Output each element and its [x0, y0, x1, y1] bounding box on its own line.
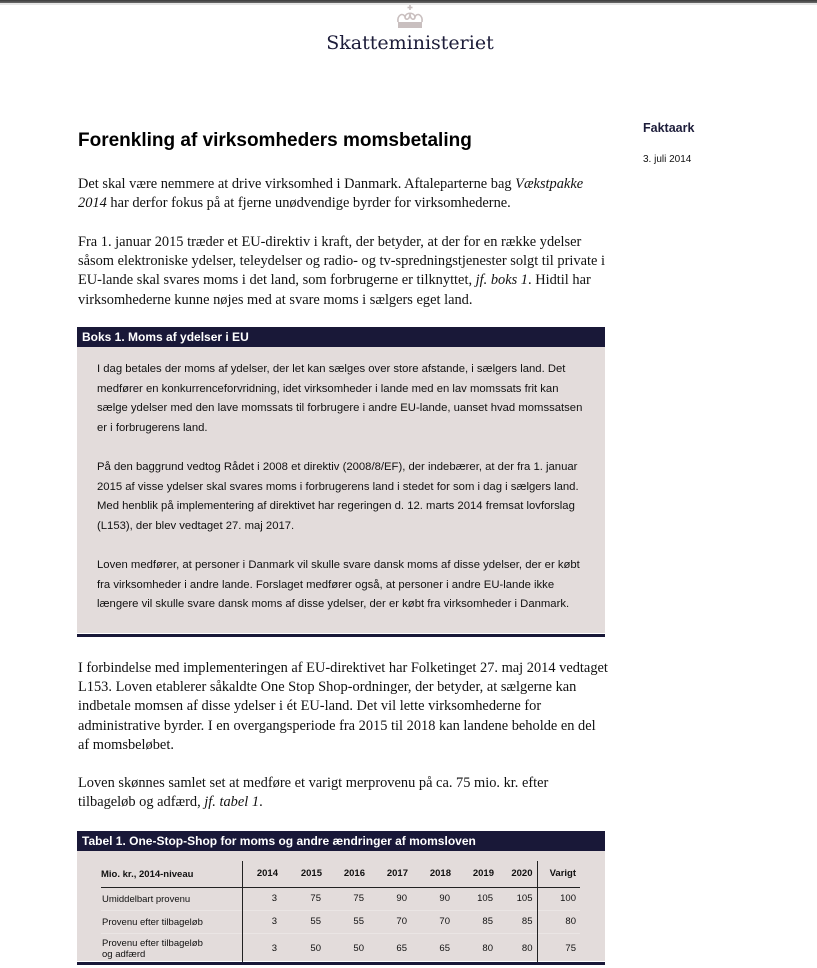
table-header-row — [101, 861, 580, 888]
directive-text-end: . Hidtil har virksomhederne kunne nøjes med at svare moms i sælgers eget land. — [78, 272, 591, 308]
row-label: Umiddelbart provenu — [101, 888, 242, 911]
table-cell: 70 — [365, 911, 408, 934]
document-date: 3. juli 2014 — [643, 154, 692, 165]
column-header: 2017 — [365, 861, 408, 888]
table-cell: 80 — [451, 934, 494, 965]
ministry-logo — [300, 4, 520, 54]
table-row — [101, 911, 580, 934]
table-cell: 3 — [242, 911, 278, 934]
row-label: Provenu efter tilbageløb og adfærd — [101, 934, 242, 965]
column-header: 2014 — [242, 861, 278, 888]
column-header: 2015 — [278, 861, 322, 888]
table-cell: 85 — [451, 911, 494, 934]
column-header: 2019 — [451, 861, 494, 888]
column-header-unit — [101, 861, 242, 888]
table-reference: jf. tabel 1 — [204, 794, 260, 811]
table-cell: 50 — [278, 934, 322, 965]
intro-text: Det skal være nemmere at drive virksomhed i Danmark. Aftaleparterne bag — [78, 176, 516, 192]
table-cell: 55 — [322, 911, 365, 934]
page-title: Forenkling af virksomheders momsbetaling — [78, 130, 472, 151]
implementation-paragraph: I forbindelse med implementeringen af EU-direktivet har Folketinget 27. maj 2014 vedtaget L153. Loven etablerer såkaldte One Stop Shop-ordninger, der betyder, at sælgerne kan indbetale momsen af disse ydelser i ét EU-land. Det vil lette virksomhederne for administrative byrder. I en overgangsperiode fra 2015 til 2018 kan landene beholde en del af momsbeløbet. — [78, 660, 608, 753]
table-cell: 100 — [560, 893, 576, 905]
table-cell: 80 — [537, 911, 580, 934]
revenue-paragraph — [78, 774, 608, 812]
table-cell: 75 — [353, 893, 364, 905]
table-cell: 105 — [494, 888, 537, 911]
table1-body — [77, 851, 605, 961]
box1-bottom-rule — [77, 634, 605, 637]
table-cell: 65 — [408, 934, 451, 965]
table-row — [101, 888, 580, 911]
table-cell: 50 — [322, 934, 365, 965]
table-cell: 85 — [494, 911, 537, 934]
table-cell: 90 — [396, 893, 407, 905]
column-header: 2018 — [408, 861, 451, 888]
table-cell: 65 — [365, 934, 408, 965]
crown-icon — [394, 4, 426, 30]
document-type: Faktaark — [643, 121, 695, 135]
table-cell: 75 — [310, 893, 321, 905]
table-cell: 70 — [408, 911, 451, 934]
revenue-table — [101, 861, 580, 964]
box1-paragraph: På den baggrund vedtog Rådet i 2008 et direktiv (2008/8/EF), der indebærer, at der fra 1. januar 2015 af visse ydelser skal svares moms i forbrugerens land i stedet for som i dag i sælgers land. Med henblik på implementering af direktivet har regeringen d. 12. marts 2014 fremsat lovforslag (L153), der blev vedtaget 27. maj 2017. — [97, 460, 579, 532]
box1-paragraph: Loven medfører, at personer i Danmark vil skulle svare dansk moms af disse ydelser, der er købt fra virksomheder i andre lande. Forslaget medfører også, at personer i andre EU-lande ikke længere vil skulle svare dansk moms af disse ydelser, der er købt fra virksomheder i Danmark. — [97, 558, 580, 611]
table-cell: 90 — [439, 893, 450, 905]
row-label: Provenu efter tilbageløb — [101, 911, 242, 934]
table-row — [101, 934, 580, 965]
table-cell: 55 — [278, 911, 322, 934]
table-cell: 80 — [494, 934, 537, 965]
table1-bottom-rule — [77, 962, 605, 965]
table-cell: 75 — [537, 934, 580, 965]
box1-paragraph: I dag betales der moms af ydelser, der let kan sælges over store afstande, i sælgers land. Det medfører en konkurrenceforvridning, idet virksomheder i lande med en lav momssats frit kan sælge ydelser med den lave momssats til forbrugere i andre EU-lande, uanset hvad momssatsen er i forbrugerens land. — [97, 363, 583, 434]
intro-paragraph — [78, 175, 608, 213]
logo-text: Skatteministeriet — [326, 32, 494, 54]
revenue-text: Loven skønnes samlet set at medføre et varigt merprovenu på ca. 75 mio. kr. efter tilbageløb og adfærd, — [78, 775, 549, 811]
box-reference: jf. boks 1 — [475, 272, 529, 289]
box1-body — [77, 347, 605, 633]
table-cell: 3 — [242, 934, 278, 965]
box1-heading: Boks 1. Moms af ydelser i EU — [77, 327, 605, 347]
directive-paragraph — [78, 233, 608, 310]
column-header: Varigt — [537, 861, 580, 888]
intro-text-end: har derfor fokus på at fjerne unødvendige byrder for virksomhederne. — [106, 195, 511, 212]
table-cell: 105 — [477, 893, 493, 905]
table1-heading: Tabel 1. One-Stop-Shop for moms og andre ændringer af momsloven — [77, 831, 605, 851]
revenue-text-end: . — [259, 794, 263, 811]
column-header-text: Mio. kr., 2014-niveau — [101, 868, 194, 880]
column-header: 2016 — [322, 861, 365, 888]
directive-text: Fra 1. januar 2015 træder et EU-direktiv i kraft, der betyder, at der for en række ydelser såsom elektroniske ydelser, teleydelser og radio- og tv-spredningstjenester solgt til private i EU-lande skal svares moms i det land, som forbrugerne er tilknyttet, — [78, 234, 605, 289]
intro-emphasis: Vækstpakke 2014 — [78, 176, 584, 212]
column-header: 2020 — [494, 861, 537, 888]
table-cell: 3 — [271, 893, 277, 905]
